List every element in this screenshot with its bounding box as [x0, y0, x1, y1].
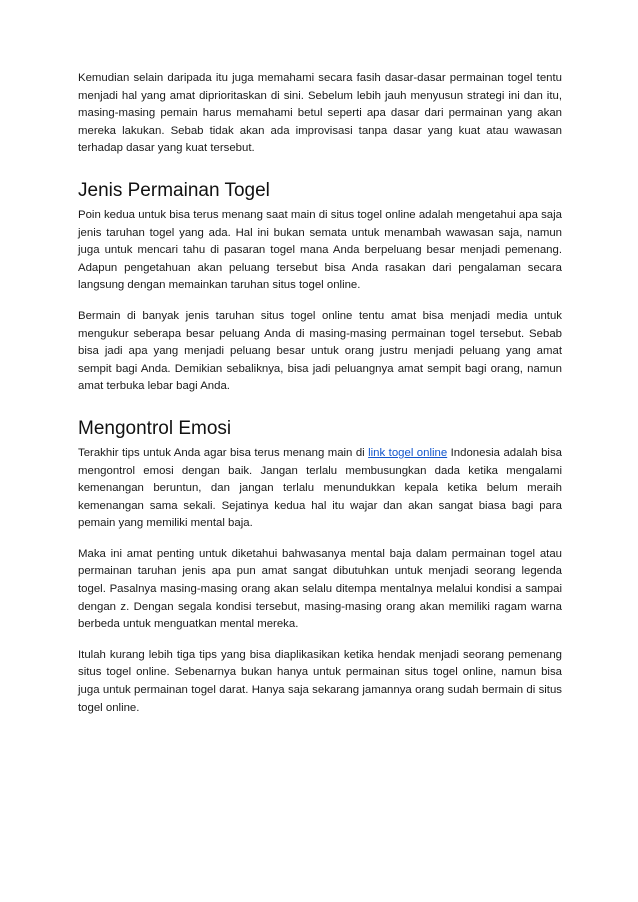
section2-paragraph-1-text-after: Indonesia adalah bisa mengontrol emosi dengan baik. Jangan terlalu membusungkan dada ketika mengalami kemenangan beruntun, dan jangan terlalu menundukkan kepala ketika belum meraih kemenangan sama sekali. Sejatinya kedua hal itu wajar dan akan sangat biasa bagi para pemain yang memiliki mental baja.	[78, 446, 562, 530]
section2-paragraph-3: Itulah kurang lebih tiga tips yang bisa diaplikasikan ketika hendak menjadi seorang pemenang situs togel online. Sebenarnya bukan hanya untuk permainan situs togel online, namun bisa juga untuk permainan togel darat. Hanya saja sekarang jamannya orang sudah bermain di situs togel online.	[78, 648, 562, 714]
link-togel-online[interactable]: link togel online	[368, 446, 448, 459]
section2-paragraph-1	[78, 445, 562, 533]
section-heading-mengontrol-emosi: Mengontrol Emosi	[78, 417, 232, 439]
intro-paragraph: Kemudian selain daripada itu juga memahami secara fasih dasar-dasar permainan togel tentu menjadi hal yang amat diprioritaskan di sini. Sebelum lebih jauh menyusun strategi ini dan itu, masing-masing pemain harus memahami betul seperti apa dasar dari permainan yang akan mereka lakukan. Sebab tidak akan ada improvisasi tanpa dasar yang kuat atau wawasan terhadap dasar yang kuat tersebut.	[78, 72, 562, 155]
section2-paragraph-1-text-before: Terakhir tips untuk Anda agar bisa terus menang main di	[78, 446, 369, 459]
document-body	[78, 70, 562, 717]
section1-paragraph-2: Bermain di banyak jenis taruhan situs togel online tentu amat bisa menjadi media untuk mengukur seberapa besar peluang Anda di masing-masing permainan togel tersebut. Sebab bisa jadi apa yang menjadi peluang besar untuk orang justru menjadi peluang yang amat sempit bagi Anda. Demikian sebaliknya, bisa jadi peluangnya amat sempit bagi orang, namun amat terbuka lebar bagi Anda.	[78, 309, 562, 393]
section2-paragraph-2: Maka ini amat penting untuk diketahui bahwasanya mental baja dalam permainan togel atau permainan taruhan jenis apa pun amat sangat dibutuhkan untuk menjadi seorang legenda togel. Pasalnya masing-masing orang akan selalu ditempa mentalnya melalui kondisi a sampai dengan z. Dengan segala kondisi tersebut, masing-masing orang akan memiliki ragam warna berbeda untuk menguatkan mental mereka.	[78, 547, 562, 631]
section-heading-jenis-permainan-togel: Jenis Permainan Togel	[78, 179, 270, 201]
section1-paragraph-1: Poin kedua untuk bisa terus menang saat main di situs togel online adalah mengetahui apa saja jenis taruhan togel yang ada. Hal ini bukan semata untuk menambah wawasan saja, namun juga untuk mencari tahu di pasaran togel mana Anda berpeluang besar menjadi pemenang. Adapun pengetahuan akan peluang tersebut bisa Anda rasakan dari pengalaman secara langsung dengan memainkan taruhan situs togel online.	[78, 208, 562, 292]
